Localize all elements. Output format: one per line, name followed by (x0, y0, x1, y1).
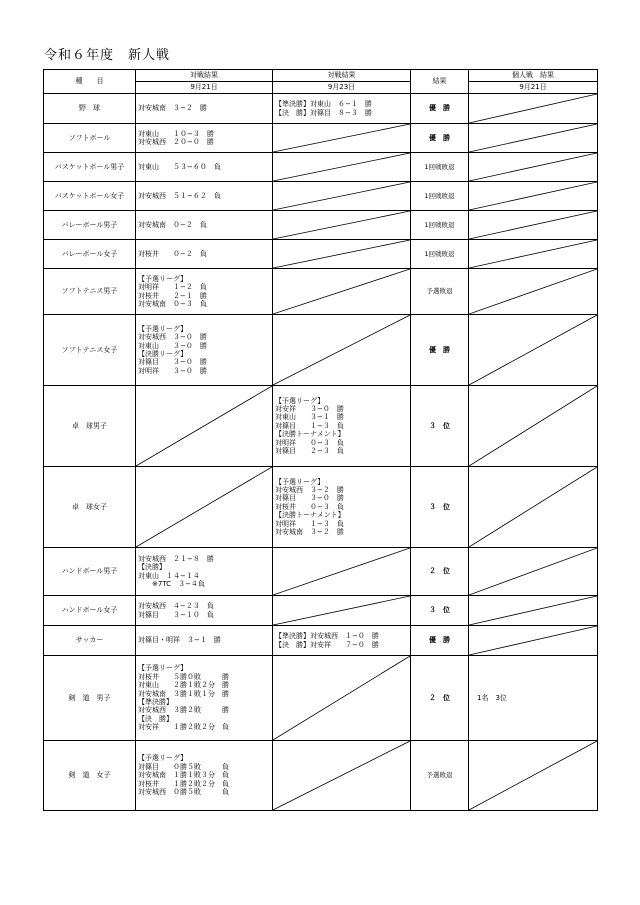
final-result: 優 勝 (411, 94, 469, 124)
event-cell: ハンドボール女子 (44, 596, 136, 626)
individual-result (469, 626, 598, 656)
empty-cell-diagonal (469, 211, 597, 239)
match-result-day1: 対安城西 ２１−８ 勝 【決勝】 対東山 １４−１４ ※7TC ３−４負 (136, 548, 273, 596)
final-result: 優 勝 (411, 124, 469, 153)
empty-cell-diagonal (273, 153, 410, 181)
table-row (44, 315, 598, 386)
event-cell: サッカー (44, 626, 136, 656)
event-cell: バスケットボール女子 (44, 182, 136, 211)
match-result-day1 (136, 386, 273, 467)
match-result-day2 (273, 124, 411, 153)
match-result-day1: 対安城南 ３−２ 勝 (136, 94, 273, 124)
header-date1: 9月21日 (136, 82, 273, 94)
match-result-day1: 対安城西 ４−２３ 負 対篠目 ３−１０ 負 (136, 596, 273, 626)
individual-result (469, 741, 598, 811)
final-result: 1回戦敗退 (411, 211, 469, 240)
empty-cell-diagonal (273, 315, 410, 385)
header-event: 種 目 (44, 70, 136, 94)
table-row (44, 596, 598, 626)
event-cell: 卓 球女子 (44, 467, 136, 548)
table-row (44, 182, 598, 211)
table-row (44, 626, 598, 656)
match-result-day2 (273, 548, 411, 596)
individual-result (469, 386, 598, 467)
event-cell: ソフトテニス女子 (44, 315, 136, 386)
empty-cell-diagonal (136, 386, 272, 466)
final-result: 1回戦敗退 (411, 240, 469, 269)
empty-cell-diagonal (469, 94, 597, 123)
header-date2: 9月23日 (273, 82, 411, 94)
empty-cell-diagonal (273, 182, 410, 210)
event-cell: 卓 球男子 (44, 386, 136, 467)
match-result-day1 (136, 467, 273, 548)
final-result: 1回戦敗退 (411, 153, 469, 182)
empty-cell-diagonal (469, 467, 597, 547)
event-cell: 剣 道 女子 (44, 741, 136, 811)
results-table (43, 69, 598, 811)
match-result-day1: 対桜井 ０−２ 負 (136, 240, 273, 269)
final-result: 予選敗退 (411, 741, 469, 811)
table-row (44, 124, 598, 153)
table-row (44, 386, 598, 467)
empty-cell-diagonal (273, 240, 410, 268)
match-result-day2 (273, 315, 411, 386)
empty-cell-diagonal (469, 741, 597, 810)
empty-cell-diagonal (273, 596, 410, 625)
header-date3: 9月21日 (469, 82, 598, 94)
final-result: ３ 位 (411, 467, 469, 548)
empty-cell-diagonal (273, 269, 410, 314)
event-cell: 剣 道 男子 (44, 656, 136, 741)
event-cell: バレーボール女子 (44, 240, 136, 269)
final-result: 予選敗退 (411, 269, 469, 315)
table-row (44, 656, 598, 741)
individual-result (469, 596, 598, 626)
final-result: 優 勝 (411, 626, 469, 656)
match-result-day1: 対安城西 ５１−６２ 負 (136, 182, 273, 211)
empty-cell-diagonal (469, 153, 597, 181)
match-result-day2 (273, 656, 411, 741)
empty-cell-diagonal (469, 315, 597, 385)
empty-cell-diagonal (273, 656, 410, 740)
match-result-day2 (273, 182, 411, 211)
match-result-day2 (273, 269, 411, 315)
match-result-day2 (273, 240, 411, 269)
empty-cell-diagonal (469, 548, 597, 595)
match-result-day1: 【予選リーグ】 対篠目 ０勝５敗 負 対安城南 １勝１敗３分 負 対桜井 １勝２敗２分 負 対安城西 ０勝５敗 負 (136, 741, 273, 811)
table-row (44, 467, 598, 548)
empty-cell-diagonal (469, 240, 597, 268)
match-result-day2: 【予選リーグ】 対安城西 ３−２ 勝 対篠目 ３−０ 勝 対桜井 ０−３ 負 【決勝トーナメント】 対明祥 １−３ 負 対安城南 ３−２ 勝 (273, 467, 411, 548)
final-result: ２ 位 (411, 656, 469, 741)
empty-cell-diagonal (273, 124, 410, 152)
match-result-day1: 【予選リーグ】 対桜井 ５勝０敗 勝 対東山 ２勝１敗２分 勝 対安城南 ３勝１敗１分 勝 【準決勝】 対安城西 ３勝２敗 勝 【決 勝】 対安祥 １勝２敗２分 負 (136, 656, 273, 741)
individual-result (469, 315, 598, 386)
empty-cell-diagonal (469, 124, 597, 152)
match-result-day2 (273, 211, 411, 240)
empty-cell-diagonal (136, 467, 272, 547)
final-result: 優 勝 (411, 315, 469, 386)
event-cell: バレーボール男子 (44, 211, 136, 240)
event-cell: ソフトテニス男子 (44, 269, 136, 315)
table-row (44, 240, 598, 269)
final-result: ３ 位 (411, 386, 469, 467)
page-title: 令和６年度 新人戦 (44, 48, 171, 63)
individual-result: 1名 3位 (469, 656, 598, 741)
final-result: 1回戦敗退 (411, 182, 469, 211)
individual-result (469, 548, 598, 596)
individual-result (469, 240, 598, 269)
table-row (44, 548, 598, 596)
event-cell: ハンドボール男子 (44, 548, 136, 596)
individual-result (469, 467, 598, 548)
event-cell: ソフトボール (44, 124, 136, 153)
empty-cell-diagonal (469, 626, 597, 655)
match-result-day2: 【準決勝】対安城西 １−０ 勝 【決 勝】対安祥 ７−０ 勝 (273, 626, 411, 656)
match-result-day1: 【予選リーグ】 対安城西 ３−０ 勝 対東山 ３−０ 勝 【決勝リーグ】 対篠目 ３−０ 勝 対明祥 ３−０ 勝 (136, 315, 273, 386)
table-row (44, 211, 598, 240)
table-row (44, 94, 598, 124)
match-result-day2 (273, 596, 411, 626)
individual-result (469, 153, 598, 182)
individual-result (469, 94, 598, 124)
header-result2: 対戦結果 (273, 70, 411, 82)
match-result-day2 (273, 153, 411, 182)
individual-result (469, 182, 598, 211)
empty-cell-diagonal (469, 182, 597, 210)
match-result-day1: 【予選リーグ】 対明祥 １−２ 負 対桜井 ２−１ 勝 対安城南 ０−３ 負 (136, 269, 273, 315)
header-result1: 対戦結果 (136, 70, 273, 82)
match-result-day2: 【予選リーグ】 対安祥 ３−０ 勝 対東山 ３−１ 勝 対篠目 １−３ 負 【決勝トーナメント】 対明祥 ０−３ 負 対篠目 ２−３ 負 (273, 386, 411, 467)
event-cell: バスケットボール男子 (44, 153, 136, 182)
match-result-day1: 対東山 １０−３ 勝 対安城西 ２０−０ 勝 (136, 124, 273, 153)
header-individual: 個人戦 結果 (469, 70, 598, 82)
table-row (44, 741, 598, 811)
header-result: 結果 (411, 70, 469, 94)
final-result: ２ 位 (411, 548, 469, 596)
match-result-day1: 対篠目・明祥 ３−１ 勝 (136, 626, 273, 656)
table-row (44, 153, 598, 182)
event-cell: 野 球 (44, 94, 136, 124)
match-result-day2: 【準決勝】対東山 ６−１ 勝 【決 勝】対篠目 ８−３ 勝 (273, 94, 411, 124)
match-result-day1: 対東山 ５３−６０ 負 (136, 153, 273, 182)
empty-cell-diagonal (469, 386, 597, 466)
individual-result (469, 211, 598, 240)
empty-cell-diagonal (273, 211, 410, 239)
final-result: ３ 位 (411, 596, 469, 626)
empty-cell-diagonal (273, 741, 410, 810)
match-result-day1: 対安城南 ０−２ 負 (136, 211, 273, 240)
empty-cell-diagonal (469, 269, 597, 314)
empty-cell-diagonal (469, 596, 597, 625)
table-row (44, 269, 598, 315)
individual-result (469, 124, 598, 153)
match-result-day2 (273, 741, 411, 811)
empty-cell-diagonal (273, 548, 410, 595)
individual-result (469, 269, 598, 315)
